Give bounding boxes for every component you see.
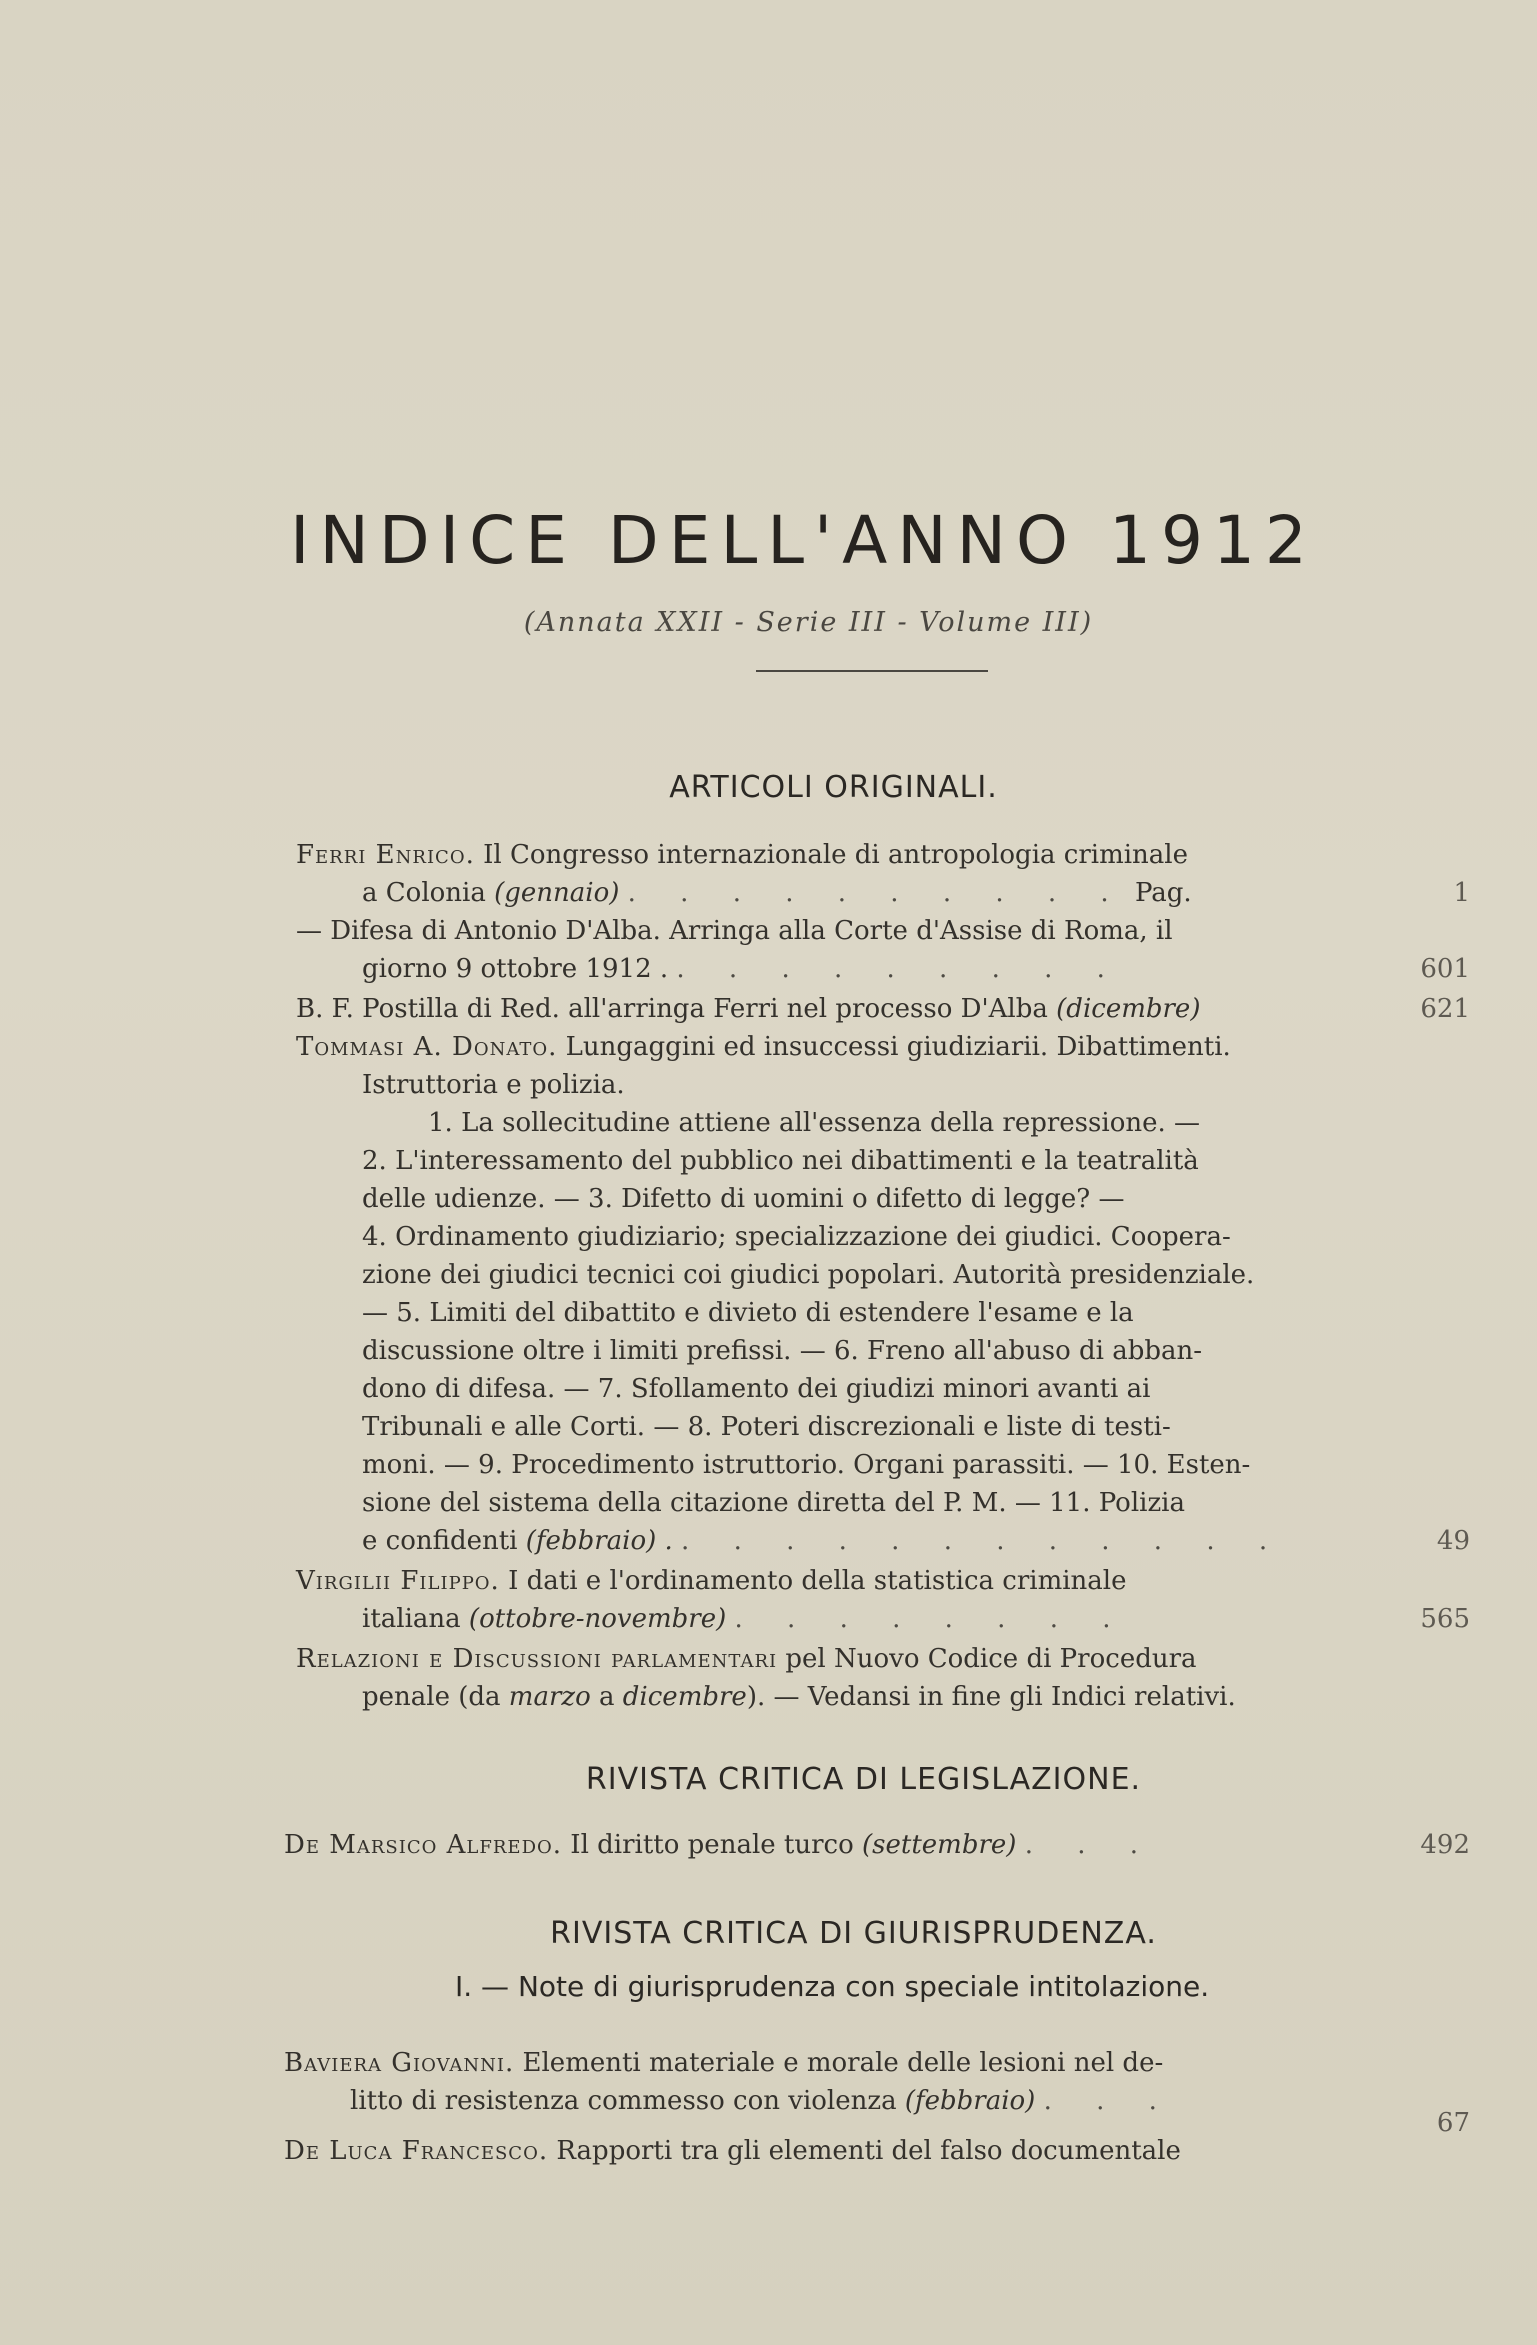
entry-title: Il Congresso internazionale di antropologia criminale — [483, 840, 1188, 870]
tommasi-summary-line: zione dei giudici tecnici coi giudici popolari. Autorità presidenziale. — [362, 1260, 1255, 1290]
entry-author: De Marsico Alfredo. — [284, 1830, 563, 1860]
entry-text: giorno 9 ottobre 1912 . — [362, 954, 669, 984]
leader-dots: . . . . . . . . — [734, 1604, 1129, 1634]
entry-title: Rapporti tra gli elementi del falso documentale — [556, 2136, 1181, 2166]
entry-month: (ottobre-novembre) — [468, 1604, 727, 1634]
entry-virgilii-line-2 — [362, 1604, 1129, 1634]
section-legislazione: RIVISTA CRITICA DI LEGISLAZIONE. — [585, 1762, 1142, 1797]
leader-dots: . . . . . . . . . . . . — [681, 1526, 1286, 1556]
entry-text: ). — Vedansi in fine gli Indici relativi. — [746, 1682, 1236, 1712]
entry-text: penale (da — [362, 1682, 501, 1712]
title-rule — [756, 670, 988, 672]
entry-month: dicembre — [622, 1682, 747, 1712]
entry-month: (dicembre) — [1056, 994, 1201, 1024]
page-number: 1 — [1453, 878, 1470, 908]
entry-author: Baviera Giovanni. — [284, 2048, 515, 2078]
entry-author: Virgilii Filippo. — [296, 1566, 500, 1596]
tommasi-summary-line: discussione oltre i limiti prefissi. — 6. Freno all'abuso di abban- — [362, 1336, 1203, 1366]
entry-baviera-line-2 — [350, 2086, 1175, 2116]
entry-postilla — [296, 994, 1200, 1024]
page-number: 601 — [1420, 954, 1470, 984]
entry-tommasi-line-1 — [296, 1032, 1231, 1062]
entry-text: a Colonia — [362, 878, 486, 908]
entry-deluca-line-1 — [284, 2136, 1181, 2166]
entry-month: (gennaio) — [494, 878, 620, 908]
tommasi-summary-line: dono di difesa. — 7. Sfollamento dei giudizi minori avanti ai — [362, 1374, 1151, 1404]
tommasi-summary-line: sione del sistema della citazione diretta del P. M. — 11. Polizia — [362, 1488, 1185, 1518]
subsection-note: I. — Note di giurisprudenza con speciale intitolazione. — [455, 1970, 1210, 2003]
section-giurisprudenza: RIVISTA CRITICA DI GIURISPRUDENZA. — [550, 1916, 1157, 1951]
page-number: 565 — [1420, 1604, 1470, 1634]
page-title: INDICE DELL'ANNO 1912 — [290, 502, 1317, 579]
tommasi-summary-line: 1. La sollecitudine attiene all'essenza della repressione. — — [428, 1108, 1201, 1138]
entry-text: a — [599, 1682, 615, 1712]
entry-month: marzo — [508, 1682, 591, 1712]
entry-month: (settembre) — [862, 1830, 1017, 1860]
page-number: 492 — [1420, 1830, 1470, 1860]
entry-virgilii-line-1 — [296, 1566, 1127, 1596]
entry-ferri-2-line-1: — Difesa di Antonio D'Alba. Arringa alla Corte d'Assise di Roma, il — [296, 916, 1173, 946]
entry-ferri-1-line-1 — [296, 840, 1188, 870]
entry-demarsico — [284, 1830, 1156, 1860]
entry-month: (febbraio) — [904, 2086, 1036, 2116]
page-number: 621 — [1420, 994, 1470, 1024]
page-subtitle: (Annata XXII - Serie III - Volume III) — [523, 607, 1094, 638]
leader-dots: . . . — [1043, 2086, 1175, 2116]
entry-text: B. F. Postilla di Red. all'arringa Ferri nel processo D'Alba — [296, 994, 1048, 1024]
leader-dots: . . . — [1024, 1830, 1157, 1860]
tommasi-summary-line: 2. L'interessamento del pubblico nei dibattimenti e la teatralità — [362, 1146, 1199, 1176]
entry-text: litto di resistenza commesso con violenza — [350, 2086, 897, 2116]
entry-title: I dati e l'ordinamento della statistica criminale — [508, 1566, 1127, 1596]
entry-title: pel Nuovo Codice di Procedura — [785, 1644, 1197, 1674]
leader-dots: . . . . . . . . . . — [627, 878, 1127, 908]
entry-author: Ferri Enrico. — [296, 840, 475, 870]
entry-baviera-line-1 — [284, 2048, 1163, 2078]
tommasi-summary-line: Tribunali e alle Corti. — 8. Poteri discrezionali e liste di testi- — [362, 1412, 1171, 1442]
entry-ferri-1-line-2 — [362, 878, 1192, 908]
tommasi-summary-last-line — [362, 1526, 1285, 1556]
entry-author: Tommasi A. Donato. — [296, 1032, 558, 1062]
tommasi-summary-line: 4. Ordinamento giudiziario; specializzazione dei giudici. Coopera- — [362, 1222, 1231, 1252]
entry-relazioni-line-1 — [296, 1644, 1197, 1674]
leader-dots: . . . . . . . . . — [676, 954, 1123, 984]
entry-month: (febbraio) . — [525, 1526, 673, 1556]
entry-tommasi-line-2: Istruttoria e polizia. — [362, 1070, 625, 1100]
pag-label: Pag. — [1134, 878, 1192, 908]
section-articoli: ARTICOLI ORIGINALI. — [669, 770, 998, 805]
entry-title: Elementi materiale e morale delle lesioni nel de- — [522, 2048, 1164, 2078]
entry-ferri-2-line-2 — [362, 954, 1123, 984]
tommasi-summary-line: delle udienze. — 3. Difetto di uomini o difetto di legge? — — [362, 1184, 1125, 1214]
page-number: 49 — [1436, 1526, 1470, 1556]
entry-author: De Luca Francesco. — [284, 2136, 549, 2166]
entry-author: Relazioni e Discussioni parlamentari — [296, 1644, 778, 1674]
entry-text: italiana — [362, 1604, 461, 1634]
entry-title: Lungaggini ed insuccessi giudiziarii. Dibattimenti. — [565, 1032, 1231, 1062]
tommasi-summary-line: — 5. Limiti del dibattito e divieto di estendere l'esame e la — [362, 1298, 1134, 1328]
entry-relazioni-line-2 — [362, 1682, 1236, 1712]
entry-text: e confidenti — [362, 1526, 518, 1556]
entry-title: Il diritto penale turco — [570, 1830, 854, 1860]
tommasi-summary-line: moni. — 9. Procedimento istruttorio. Organi parassiti. — 10. Esten- — [362, 1450, 1251, 1480]
page-number: 67 — [1436, 2108, 1470, 2138]
